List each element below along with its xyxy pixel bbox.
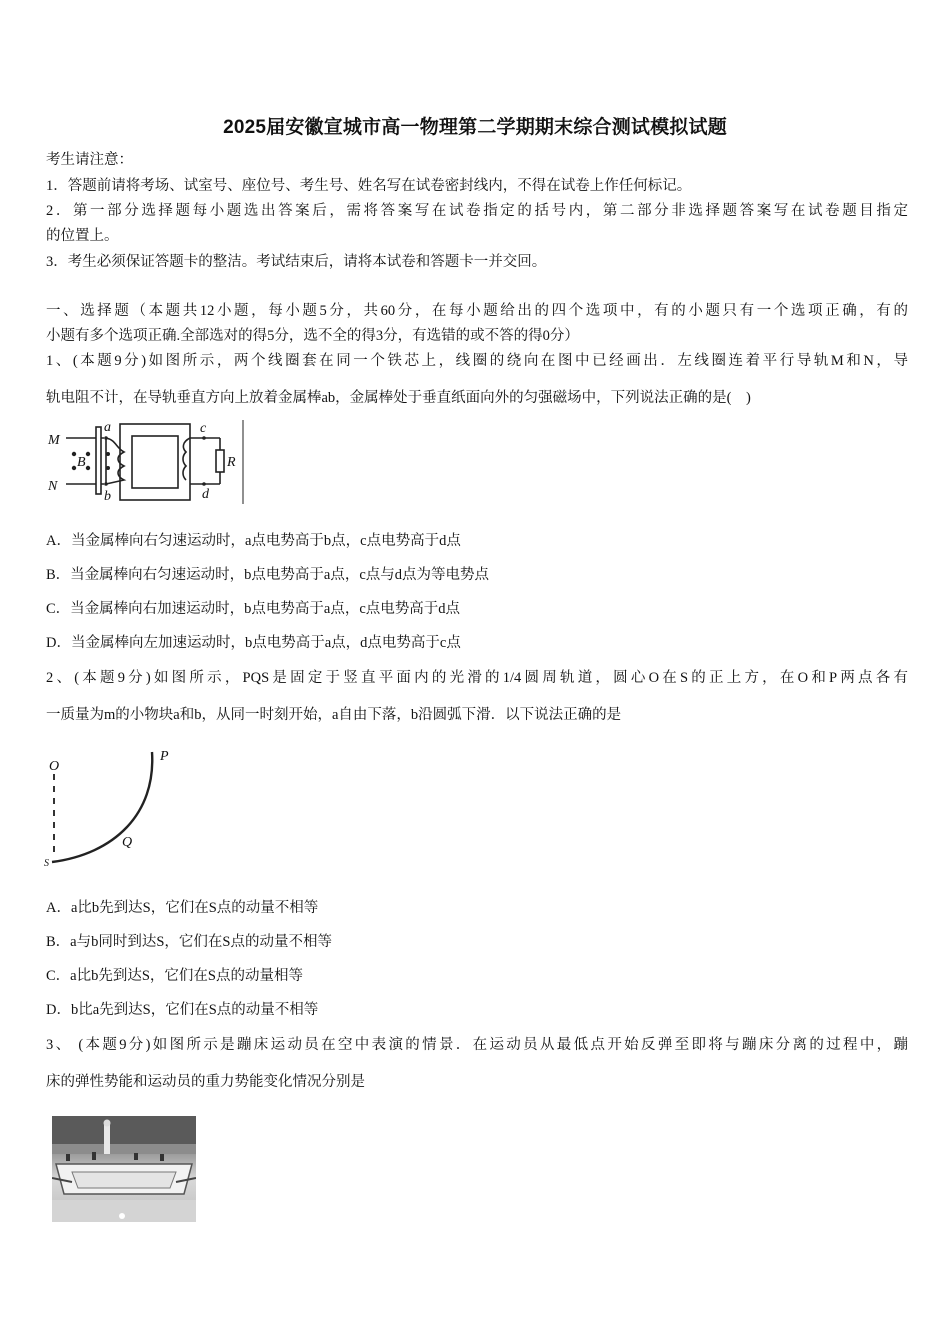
q1-option-d: D．当金属棒向左加速运动时，b点电势高于a点，d点电势高于c点 (46, 635, 461, 651)
label-M: M (48, 433, 60, 448)
q1-option-c: C．当金属棒向右加速运动时，b点电势高于a点，c点电势高于d点 (46, 601, 461, 617)
label-a: a (104, 420, 111, 435)
q2-option-d: D．b比a先到达S，它们在S点的动量不相等 (46, 1002, 319, 1018)
q1-stem-line1: 1、(本题9分)如图所示，两个线圈套在同一个铁芯上，线圈的绕向在图中已经画出．左线圈连着平行导轨M和N，导 (46, 353, 908, 369)
label-Q: Q (122, 835, 133, 850)
notice-item-2-cont: 的位置上。 (46, 228, 119, 244)
q2-option-c: C．a比b先到达S，它们在S点的动量相等 (46, 968, 303, 984)
q3-stem-line2: 床的弹性势能和运动员的重力势能变化情况分别是 (46, 1074, 365, 1090)
q3-stem-line1: 3、 (本题9分)如图所示是蹦床运动员在空中表演的情景．在运动员从最低点开始反弹至即将与蹦床分离的过程中，蹦 (46, 1037, 908, 1053)
q1-figure-coils (44, 418, 248, 506)
q1-option-a: A．当金属棒向右匀速运动时，a点电势高于b点，c点电势高于d点 (46, 533, 461, 549)
section-heading-line1: 一、选择题（本题共12小题，每小题5分，共60分，在每小题给出的四个选项中，有的小题只有一个选项正确，有的 (46, 303, 908, 319)
label-d: d (202, 487, 209, 502)
label-B: B (77, 455, 86, 470)
label-O: O (49, 759, 60, 774)
page-title: 2025届安徽宣城市高一物理第二学期期末综合测试模拟试题 (223, 117, 727, 138)
q2-option-a: A．a比b先到达S，它们在S点的动量不相等 (46, 900, 319, 916)
notice-heading: 考生请注意： (46, 152, 133, 168)
q1-option-b: B．当金属棒向右匀速运动时，b点电势高于a点，c点与d点为等电势点 (46, 567, 490, 583)
section-heading-line2: 小题有多个选项正确.全部选对的得5分，选不全的得3分，有选错的或不答的得0分） (46, 328, 579, 344)
notice-item-1: 1．答题前请将考场、试室号、座位号、考生号、姓名写在试卷密封线内，不得在试卷上作任何标记。 (46, 178, 692, 194)
q2-option-b: B．a与b同时到达S，它们在S点的动量不相等 (46, 934, 332, 950)
notice-item-3: 3．考生必须保证答题卡的整洁。考试结束后，请将本试卷和答题卡一并交回。 (46, 254, 547, 270)
label-S: S (44, 858, 49, 868)
notice-item-2: 2．第一部分选择题每小题选出答案后，需将答案写在试卷指定的括号内，第二部分非选择题答案写在试卷题目指定 (46, 203, 908, 219)
q2-figure-arc-track (44, 744, 184, 868)
q1-stem-line2: 轨电阻不计，在导轨垂直方向上放着金属棒ab，金属棒处于垂直纸面向外的匀强磁场中，下列说法正确的是( ) (46, 390, 751, 406)
label-R: R (227, 455, 236, 470)
label-N: N (48, 479, 58, 494)
label-c: c (200, 421, 207, 436)
q3-trampoline-photo (52, 1116, 196, 1222)
label-b: b (104, 489, 111, 504)
q2-stem-line2: 一质量为m的小物块a和b，从同一时刻开始，a自由下落，b沿圆弧下滑．以下说法正确的是 (46, 707, 622, 723)
label-P: P (160, 749, 169, 764)
q2-stem-line1: 2、(本题9分)如图所示，PQS是固定于竖直平面内的光滑的1/4圆周轨道，圆心O在S的正上方，在O和P两点各有 (46, 670, 908, 686)
